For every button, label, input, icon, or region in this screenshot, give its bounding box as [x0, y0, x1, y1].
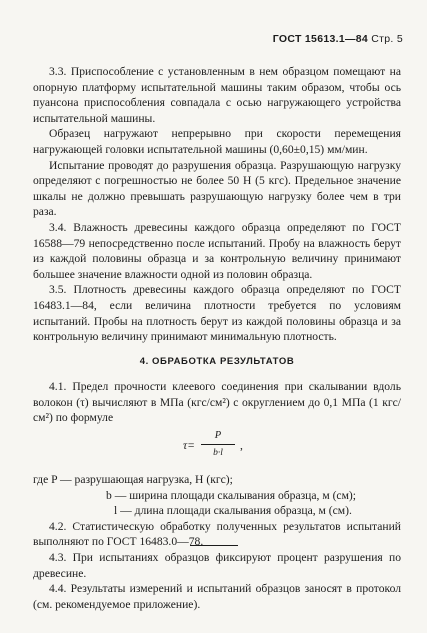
formula-fraction — [201, 430, 235, 459]
paragraph-3-5: 3.5. Плотность древесины каждого образца определяют по ГОСТ 16483.1—84, если величина плотности требуется по условиям испытаний. Пробы на плотность берут из каждой половины образца и за контрольную величину принимают минимальную плотность. — [33, 283, 401, 344]
paragraph-3-4: 3.4. Влажность древесины каждого образца определяют по ГОСТ 16588—79 непосредственно после испытаний. Пробу на влажность берут из каждой половины образца и за контрольную величину принимают большее значение влажности одной из половин образца. — [33, 220, 401, 281]
definition-p: где P — разрушающая нагрузка, Н (кгс); — [33, 473, 233, 487]
paragraph-4-3: 4.3. При испытаниях образцов фиксируют процент разрушения по древесине. — [33, 551, 401, 580]
page-header — [273, 33, 403, 45]
paragraph-4-2: 4.2. Статистическую обработку полученных результатов испытаний выполняют по ГОСТ 16483.0—78. — [33, 519, 401, 549]
document-body — [33, 64, 401, 612]
definition-b: b — ширина площади скалывания образца, м (см); — [106, 488, 356, 502]
paragraph-4-1: 4.1. Предел прочности клеевого соединения при скалывании вдоль волокон (τ) вычисляют в МПа (кгс/см²) с округлением до 0,1 МПа (1 кгс/см²) по формуле — [33, 380, 401, 425]
paragraph-loading: Образец нагружают непрерывно при скорости перемещения нагружающей головки испытательной машины (0,60±0,15) мм/мин. — [33, 127, 401, 156]
formula-lhs: τ= — [183, 439, 195, 453]
variable-definitions — [33, 472, 401, 519]
section-title: 4. ОБРАБОТКА РЕЗУЛЬТАТОВ — [139, 355, 295, 367]
paragraph-4-4: 4.4. Результаты измерений и испытаний образцов заносят в протокол (см. рекомендуемое приложение). — [33, 582, 401, 611]
paragraph-testing: Испытание проводят до разрушения образца. Разрушающую нагрузку определяют с погрешностью не более 50 Н (5 кгс). Предельное значение шкалы не должно превышать разрушающую нагрузку более чем в три раза. — [33, 158, 401, 219]
formula-trail: , — [240, 439, 243, 453]
end-rule — [190, 545, 238, 546]
standard-number: ГОСТ 15613.1—84 — [272, 33, 369, 45]
fraction-bar — [201, 444, 235, 445]
definition-l: l — длина площади скалывания образца, м (см). — [114, 504, 352, 518]
paragraph-3-3: 3.3. Приспособление с установленным в нем образцом помещают на опорную платформу испытательной машины таким образом, чтобы ось пуансона приспособления совпадала с осью нагружающего устройства испытательной машины. — [33, 65, 401, 125]
shear-strength-formula — [33, 428, 401, 468]
formula-numerator: P — [214, 430, 222, 442]
formula-denominator: b·l — [213, 448, 223, 459]
page-number: Стр. 5 — [371, 33, 403, 45]
